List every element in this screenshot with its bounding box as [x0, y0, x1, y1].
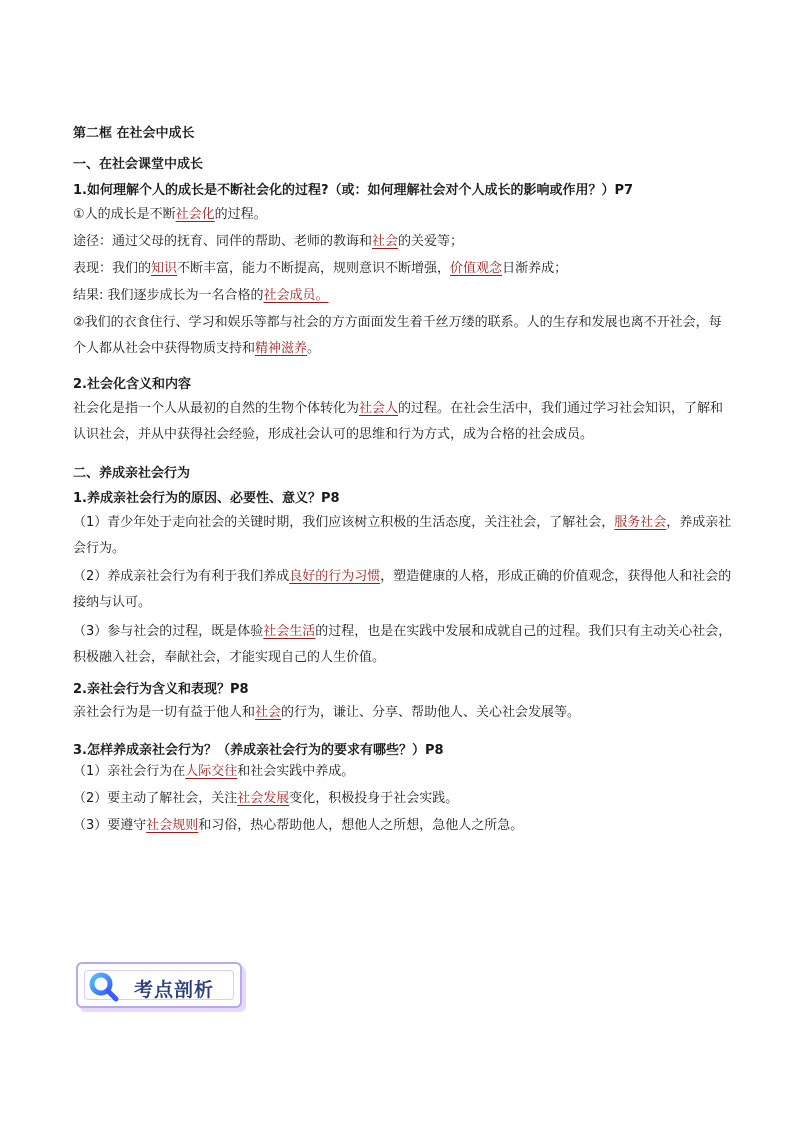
- section1-q2-question: 2.社会化含义和内容: [73, 377, 191, 392]
- keyword: 社会成员。: [263, 288, 329, 303]
- section2-q1-point2: （2）养成亲社会行为有利于我们养成良好的行为习惯，塑造健康的人格，形成正确的价值观念，获得他人和社会的接纳与认可。: [73, 569, 732, 610]
- keyword: 良好的行为习惯: [289, 569, 381, 584]
- section1-q1-approach: 途径：通过父母的抚育、同伴的帮助、老师的教诲和社会的关爱等；: [73, 234, 464, 249]
- keyword: 社会化: [175, 207, 215, 222]
- section2-q2-answer: 亲社会行为是一切有益于他人和社会的行为，谦让、分享、帮助他人、关心社会发展等。: [73, 705, 581, 720]
- section2-q3-point1: （1）亲社会行为在人际交往和社会实践中养成。: [73, 764, 355, 779]
- section1-q1-result: 结果: 我们逐步成长为一名合格的社会成员。: [73, 288, 329, 303]
- keyword: 社会: [255, 705, 282, 720]
- section2-q2-question: 2.亲社会行为含义和表现？P8: [73, 682, 249, 697]
- section2-q3-point2: （2）要主动了解社会，关注社会发展变化，积极投身于社会实践。: [73, 791, 459, 806]
- keyword: 社会: [372, 234, 399, 249]
- keyword: 社会人: [359, 401, 399, 416]
- keyword: 社会发展: [237, 791, 290, 806]
- keyword: 社会规则: [146, 818, 199, 833]
- magnifier-icon: [88, 971, 120, 1003]
- keyword: 人际交往: [185, 764, 238, 779]
- section1-q1-manifestation: 表现：我们的知识不断丰富，能力不断提高，规则意识不断增强，价值观念日渐养成；: [73, 261, 568, 276]
- keyword: 社会生活: [263, 624, 316, 639]
- section1-q1-question: 1.如何理解个人的成长是不断社会化的过程?（或：如何理解社会对个人成长的影响或作用？）P7: [73, 183, 634, 198]
- section1-q2-answer: 社会化是指一个人从最初的自然的生物个体转化为社会人的过程。在社会生活中，我们通过学习社会知识，了解和认识社会，并从中获得社会经验，形成社会认可的思维和行为方式，成为合格的社会成员。: [73, 401, 724, 442]
- section2-q1-point1: （1）青少年处于走向社会的关键时期，我们应该树立积极的生活态度，关注社会，了解社会，服务社会，养成亲社会行为。: [73, 515, 732, 556]
- section2-q3-question: 3.怎样养成亲社会行为？（养成亲社会行为的要求有哪些？）P8: [73, 743, 444, 758]
- section2-heading: 二、养成亲社会行为: [73, 466, 191, 481]
- keyword: 价值观念: [450, 261, 503, 276]
- lesson-title: 第二框 在社会中成长: [73, 126, 195, 141]
- badge-label: 考点剖析: [134, 979, 215, 1001]
- exam-analysis-badge: [76, 962, 242, 1008]
- section2-q1-question: 1.养成亲社会行为的原因、必要性、意义？P8: [73, 491, 340, 506]
- section1-heading: 一、在社会课堂中成长: [73, 157, 204, 172]
- section1-q1-point1: ①人的成长是不断社会化的过程。: [73, 207, 267, 222]
- keyword: 服务社会: [614, 515, 667, 530]
- section2-q1-point3: （3）参与社会的过程，既是体验社会生活的过程，也是在实践中发展和成就自己的过程。我们只有主动关心社会，积极融入社会，奉献社会，才能实现自己的人生价值。: [73, 624, 732, 665]
- section1-q1-point2: ②我们的衣食住行、学习和娱乐等都与社会的方方面面发生着千丝万缕的联系。人的生存和发展也离不开社会，每个人都从社会中获得物质支持和精神滋养。: [73, 315, 722, 356]
- keyword: 精神滋养: [255, 341, 308, 356]
- section2-q3-point3: （3）要遵守社会规则和习俗，热心帮助他人，想他人之所想，急他人之所急。: [73, 818, 524, 833]
- keyword: 知识: [151, 261, 178, 276]
